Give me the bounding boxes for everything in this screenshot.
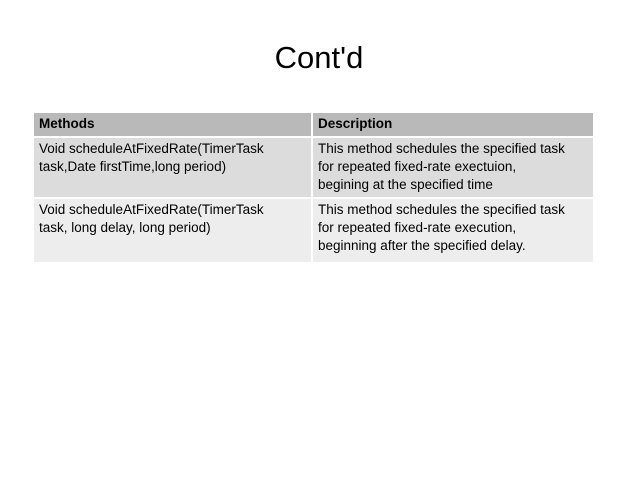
table-header-row (33, 112, 594, 137)
method-text-line: task, long delay, long period) (39, 220, 211, 235)
methods-column-header: Methods (33, 112, 312, 137)
description-text-line: beginning after the specified delay. (318, 238, 526, 253)
description-column-header: Description (312, 112, 594, 137)
description-cell (312, 137, 594, 198)
method-text-line: Void scheduleAtFixedRate(TimerTask (39, 141, 264, 156)
description-text-line: for repeated fixed-rate exectuion, (318, 159, 517, 174)
table-row (33, 198, 594, 263)
method-cell (33, 137, 312, 198)
method-cell (33, 198, 312, 263)
description-text-line: This method schedules the specified task (318, 141, 565, 156)
description-text-line: begining at the specified time (318, 177, 493, 192)
slide-title: Cont'd (274, 40, 364, 75)
method-text-line: Void scheduleAtFixedRate(TimerTask (39, 202, 264, 217)
description-text-line: This method schedules the specified task (318, 202, 565, 217)
description-cell (312, 198, 594, 263)
description-text-line: for repeated fixed-rate execution, (318, 220, 517, 235)
table-row (33, 137, 594, 198)
methods-table (32, 111, 595, 264)
method-text-line: task,Date firstTime,long period) (39, 159, 227, 174)
